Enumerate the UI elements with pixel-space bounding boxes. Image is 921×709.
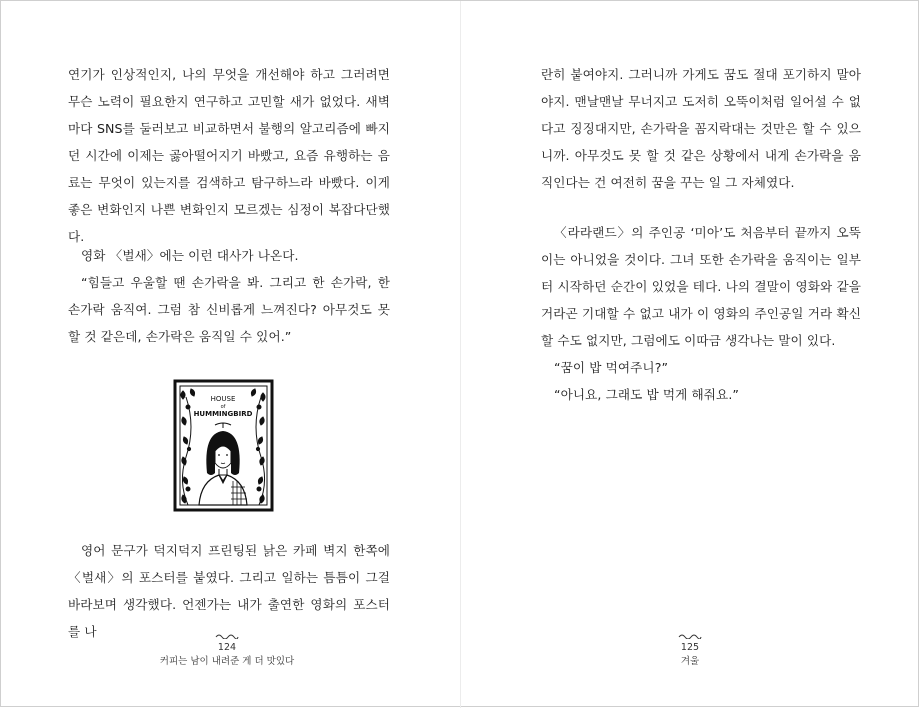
left-page-footer — [127, 633, 327, 670]
left-paragraph-2: 영화 〈벌새〉에는 이런 대사가 나온다. — [81, 248, 299, 263]
left-paragraph-1: 연기가 인상적인지, 나의 무엇을 개선해야 하고 그러려면 무슨 노력이 필요한지 연구하고 고민할 새가 없었다. 새벽마다 SNS를 둘러보고 비교하면서 불행의 알고리즘에 빠지던 시간에 이제는 곯아떨어지기 바빴고, 요즘 유행하는 음료는 무엇이 있는지를 검색하고 탐구하느라 바빴다. 이게 좋은 변화인지 나쁜 변화인지 모르겠는 심정이 복잡다단했다. — [68, 67, 390, 244]
left-body-text-2 — [68, 242, 390, 350]
right-paragraph-2: 〈라라랜드〉의 주인공 ‘미아’도 처음부터 끝까지 오뚝이는 아니었을 것이다. 그녀 또한 손가락을 움직이는 일부터 시작하던 순간이 있었을 테다. 나의 결말이 영화와 같을 거라곤 기대할 수 없고 내가 이 영화의 주인공일 거라 확신할 수도 없지만, 그럼에도 이따금 생각나는 말이 있다. — [541, 225, 861, 348]
wave-ornament-icon — [678, 633, 702, 639]
poster-title: HOUSE — [210, 395, 236, 403]
svg-text:of: of — [220, 404, 226, 410]
left-paragraph-3: 영어 문구가 덕지덕지 프린팅된 낡은 카페 벽지 한쪽에 〈벌새〉의 포스터를 붙였다. 그리고 일하는 틈틈이 그걸 바라보며 생각했다. 언젠가는 내가 출연한 영화의 포스터를 나 — [68, 543, 390, 639]
wave-ornament-icon — [215, 633, 239, 639]
svg-text:HUMMINGBIRD: HUMMINGBIRD — [193, 410, 253, 418]
left-body-text — [68, 61, 390, 250]
right-body-text-2 — [541, 219, 861, 408]
left-body-text-3 — [68, 537, 390, 645]
right-paragraph-1: 란히 붙여야지. 그러니까 가게도 꿈도 절대 포기하지 말아야지. 맨날맨날 무너지고 도저히 오뚝이처럼 일어설 수 없다고 징징대지만, 손가락을 꼼지락대는 것만은 할 수 있으니까. 아무것도 못 할 것 같은 상황에서 내게 손가락을 움직인다는 건 여전히 꿈을 꾸는 일 그 자체였다. — [541, 67, 861, 190]
running-title: 커피는 남이 내려준 게 더 맛있다 — [159, 656, 295, 667]
running-title: 겨울 — [680, 656, 700, 667]
right-page-footer — [590, 633, 790, 670]
hummingbird-poster-illustration — [171, 377, 276, 514]
right-quote-1: “꿈이 밥 먹여주니?” — [554, 360, 669, 375]
right-page — [461, 1, 920, 708]
page-number: 124 — [217, 642, 237, 653]
page-number: 125 — [680, 642, 700, 653]
left-page — [1, 1, 461, 708]
left-quote: “힘들고 우울할 땐 손가락을 봐. 그리고 한 손가락, 한 손가락 움직여. 그럼 참 신비롭게 느껴진다? 아무것도 못 할 것 같은데, 손가락은 움직일 수 있어.” — [68, 275, 390, 344]
right-body-text — [541, 61, 861, 196]
right-quote-2: “아니요, 그래도 밥 먹게 해줘요.” — [554, 387, 740, 402]
